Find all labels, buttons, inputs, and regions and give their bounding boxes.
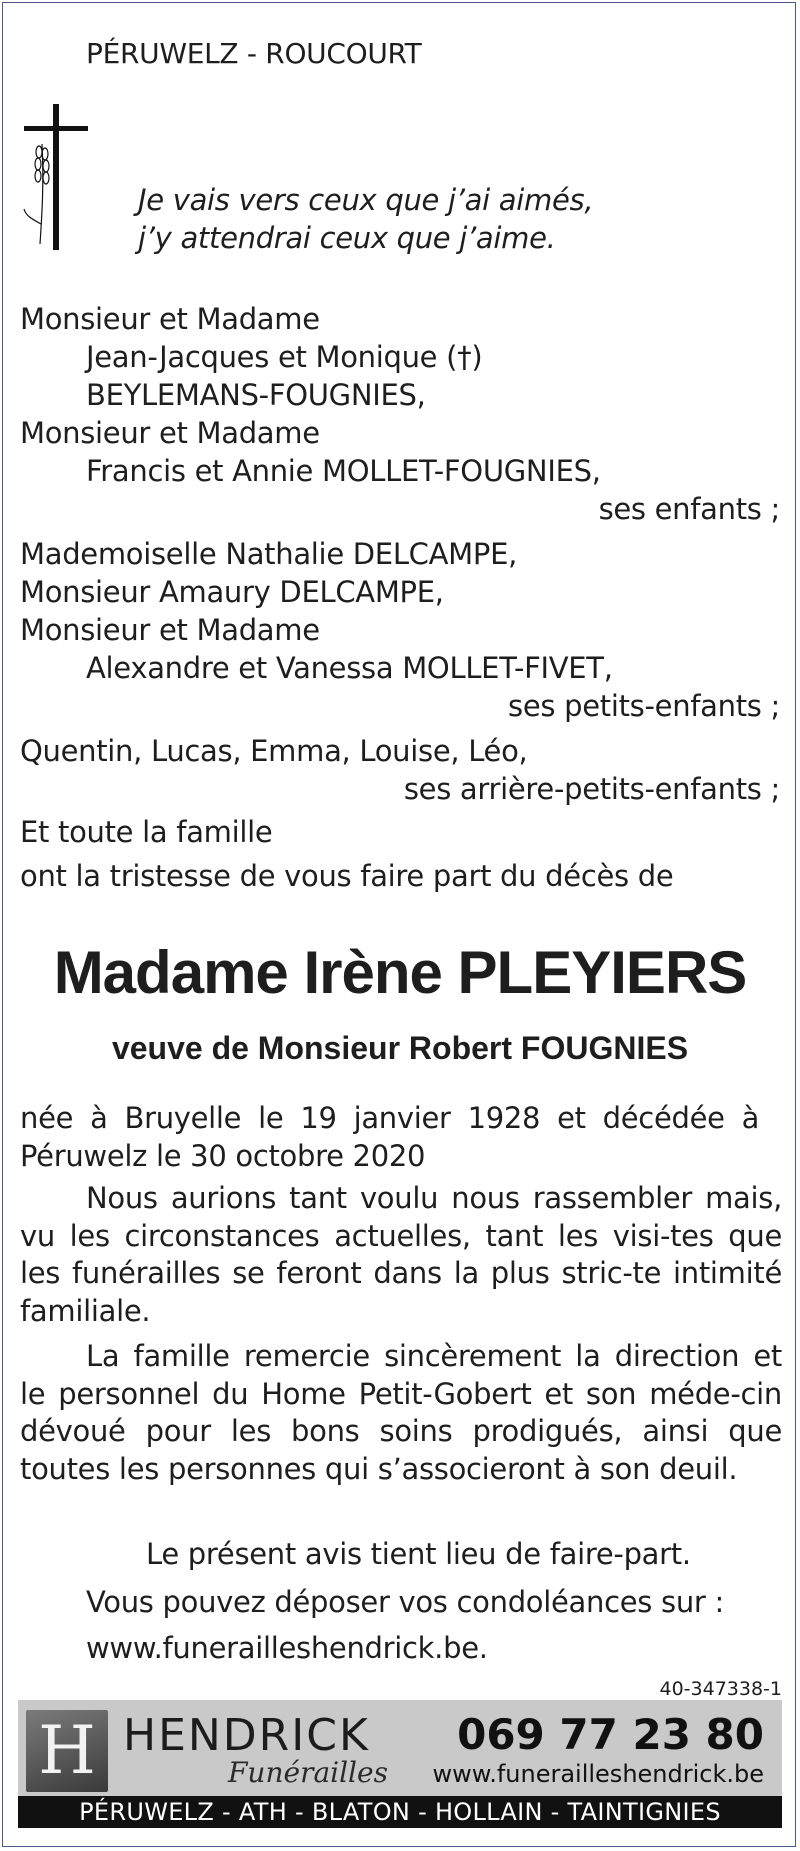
birth-line-1: née à Bruyelle le 19 janvier 1928 et décédée à [20,1101,760,1135]
birth-line-2: Péruwelz le 30 octobre 2020 [20,1139,426,1173]
locality-header: PÉRUWELZ - ROUCOURT [86,37,422,70]
condolences-line: Vous pouvez déposer vos condoléances sur : [86,1585,724,1619]
family-line: Quentin, Lucas, Emma, Louise, Léo, [20,734,528,768]
phone-number[interactable]: 069 77 23 80 [457,1710,764,1759]
logo-letter: H [38,1712,96,1789]
family-line: Alexandre et Vanessa MOLLET-FIVET, [86,651,613,685]
website-link[interactable]: www.funerailleshendrick.be. [86,1631,488,1665]
family-role: ses petits-enfants ; [508,689,780,723]
family-role: ses enfants ; [598,492,780,526]
announcement-line: ont la tristesse de vous faire part du décès de [20,859,674,893]
funeral-home-banner [18,1700,782,1828]
family-line: Mademoiselle Nathalie DELCAMPE, [20,537,518,571]
family-line: Et toute la famille [20,815,273,849]
banner-website[interactable]: www.funerailleshendrick.be [432,1760,764,1788]
family-line: Jean-Jacques et Monique (†) [86,340,483,374]
family-line: Monsieur Amaury DELCAMPE, [20,575,444,609]
family-line: BEYLEMANS-FOUGNIES, [86,378,426,412]
paragraph-thanks: La famille remercie sincèrement la direction et le personnel du Home Petit-Gobert et son méde-cin dévoué pour les bons soins prodigués, ainsi que toutes les personnes qui s’associeront à son deuil. [20,1339,782,1486]
locations-bar: PÉRUWELZ - ATH - BLATON - HOLLAIN - TAINTIGNIES [18,1796,782,1828]
cross-icon [20,104,90,250]
brand-subtitle: Funérailles [228,1756,388,1789]
funeral-home-logo [26,1710,108,1792]
family-line: Monsieur et Madame [20,416,320,450]
notice-line: Le présent avis tient lieu de faire-part. [146,1537,691,1571]
quote-line-2: j’y attendrai ceux que j’aime. [138,221,556,255]
widow-line: veuve de Monsieur Robert FOUGNIES [111,1030,689,1066]
family-line: Monsieur et Madame [20,613,320,647]
quote-line-1: Je vais vers ceux que j’ai aimés, [138,183,594,217]
family-line: Monsieur et Madame [20,302,320,336]
family-role: ses arrière-petits-enfants ; [403,772,780,806]
brand-name: HENDRICK [123,1710,370,1761]
deceased-name: Madame Irène PLEYIERS [53,939,747,1006]
paragraph-circumstances: Nous aurions tant voulu nous rassembler mais, vu les circonstances actuelles, tant les visi-tes que les funérailles se feront dans la plus stric-te intimité familiale. [20,1181,782,1328]
family-line: Francis et Annie MOLLET-FOUGNIES, [86,454,601,488]
wheat-icon [24,144,49,244]
reference-number: 40-347338-1 [659,1678,782,1700]
